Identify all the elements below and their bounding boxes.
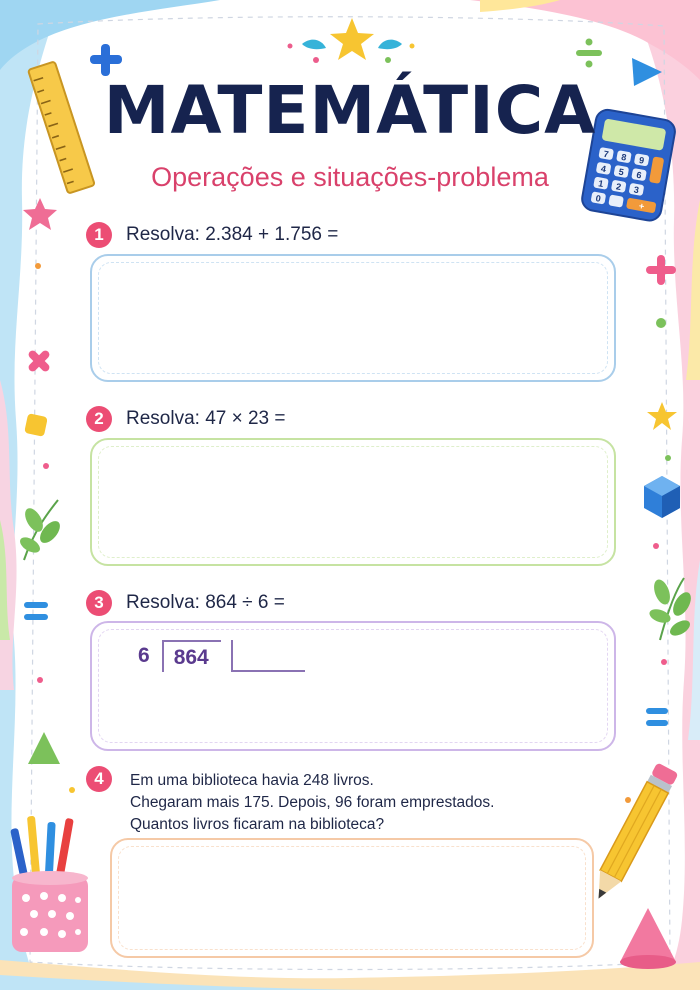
- star-icon: [330, 18, 374, 60]
- question-4-problem-text: [130, 770, 494, 836]
- answer-box-2[interactable]: [90, 438, 616, 566]
- question-number-badge: 3: [86, 590, 112, 616]
- question-3-header: [86, 590, 285, 616]
- answer-box-1[interactable]: [90, 254, 616, 382]
- calc-key-plus: +: [638, 200, 646, 212]
- question-number-badge: 4: [86, 766, 112, 792]
- question-number-badge: 2: [86, 406, 112, 432]
- calc-key-0: 0: [594, 193, 602, 204]
- page-subtitle: Operações e situações-problema: [151, 162, 549, 192]
- question-2-header: [86, 406, 286, 432]
- star-icon: [647, 402, 677, 430]
- pencil-icon: [588, 762, 679, 904]
- question-4-header: [86, 766, 126, 792]
- question-1-prompt: Resolva: 2.384 + 1.756 =: [126, 224, 339, 245]
- question-3-prompt: Resolva: 864 ÷ 6 =: [126, 592, 285, 613]
- question-1-header: [86, 222, 338, 248]
- page-title: MATEMÁTICA: [103, 72, 597, 149]
- answer-box-4[interactable]: [110, 838, 594, 958]
- problem-line: Quantos livros ficaram na biblioteca?: [130, 816, 385, 833]
- pencil-cup-icon: [10, 816, 88, 952]
- calc-key-7: 7: [602, 148, 610, 160]
- problem-line: Chegaram mais 175. Depois, 96 foram emprestados.: [130, 794, 495, 811]
- division-dividend: 864: [162, 640, 221, 672]
- star-icon: [23, 198, 57, 230]
- division-divisor: 6: [138, 644, 150, 667]
- cube-icon: [644, 476, 680, 518]
- calc-key-2: 2: [615, 181, 622, 193]
- division-quotient-line[interactable]: [231, 640, 305, 672]
- calc-key-5: 5: [617, 166, 625, 178]
- long-division-setup: [138, 638, 305, 674]
- equals-icon: [646, 708, 668, 726]
- question-number-badge: 1: [86, 222, 112, 248]
- cone-icon: [620, 908, 676, 969]
- calc-key-8: 8: [620, 151, 628, 163]
- divide-icon: [576, 39, 602, 68]
- calc-key-4: 4: [600, 163, 607, 175]
- times-icon: [21, 343, 58, 380]
- plus-icon: [646, 255, 676, 285]
- question-2-prompt: Resolva: 47 × 23 =: [126, 408, 286, 429]
- calc-key-1: 1: [597, 178, 605, 190]
- calc-key-9: 9: [638, 155, 645, 166]
- leaf-icon: [17, 500, 63, 560]
- problem-line: Em uma biblioteca havia 248 livros.: [130, 772, 374, 789]
- triangle-icon: [28, 732, 60, 764]
- calc-key-6: 6: [635, 169, 643, 181]
- calc-key-3: 3: [633, 184, 640, 196]
- equals-icon: [24, 602, 48, 620]
